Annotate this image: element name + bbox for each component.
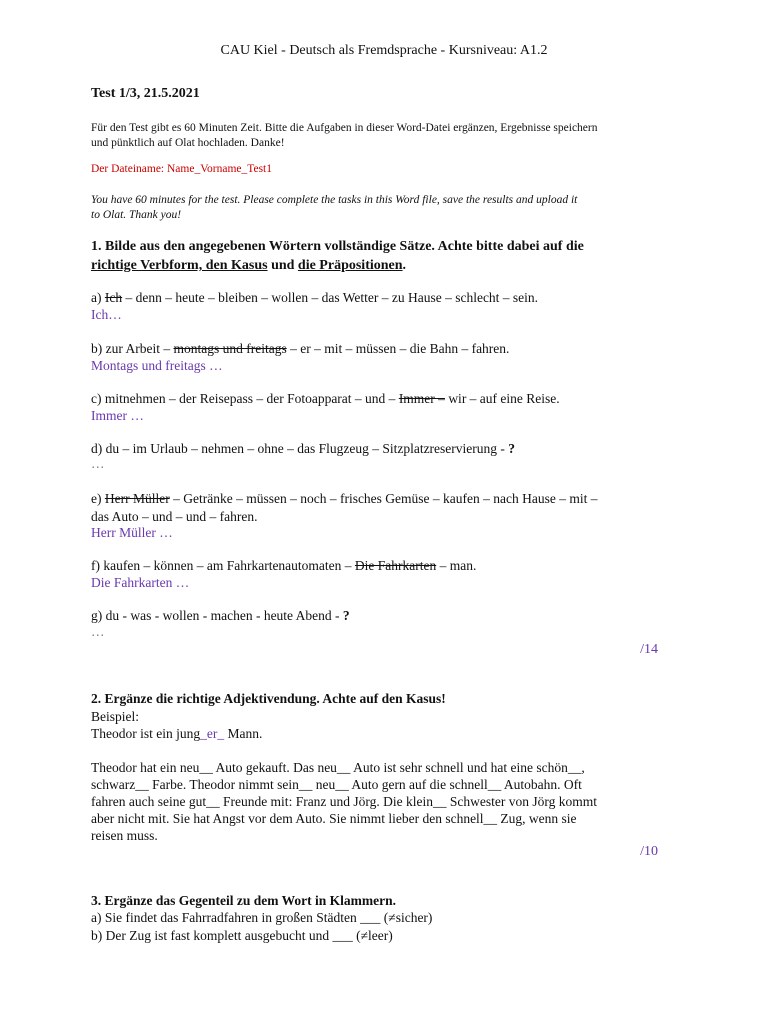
intro-german-line-2: und pünktlich auf Olat hochladen. Danke! (91, 137, 285, 149)
intro-english-line-2: to Olat. Thank you! (91, 209, 182, 221)
item-a-struck-word: Ich (104, 290, 123, 305)
item-f-words: – man. (436, 558, 477, 573)
task1-heading-line-2 (91, 258, 406, 274)
intro-german-line-1: Für den Test gibt es 60 Minuten Zeit. Bitte die Aufgaben in dieser Word-Datei ergänzen, Ergebnisse speichern (91, 122, 598, 134)
task2-paragraph-line-1[interactable]: Theodor hat ein neu__ Auto gekauft. Das neu__ Auto ist sehr schnell und hat eine schön__, (91, 760, 585, 775)
document-header: CAU Kiel - Deutsch als Fremdsprache - Kursniveau: A1.2 (220, 43, 548, 58)
task3-item-b[interactable]: b) Der Zug ist fast komplett ausgebucht und ___ (≠leer) (91, 928, 393, 943)
task1-item-a (91, 290, 538, 306)
item-c-words: wir – auf eine Reise. (444, 391, 560, 406)
example-text-end: Mann. (224, 726, 263, 741)
item-g-question-mark: ? (342, 608, 350, 623)
task1-heading-line-1: 1. Bilde aus den angegebenen Wörtern vollständige Sätze. Achte bitte dabei auf die (91, 239, 584, 254)
task1-item-d (91, 441, 515, 457)
test-title: Test 1/3, 21.5.2021 (91, 86, 200, 101)
task1-answer-d[interactable]: … (91, 456, 105, 471)
task1-item-c (91, 391, 560, 407)
item-f-struck-word: Die Fahrkarten (354, 558, 437, 573)
item-f-prefix: f) kaufen – können – am Fahrkartenautomaten – (91, 558, 355, 573)
task1-heading-and: und (267, 258, 298, 273)
task2-paragraph-line-3[interactable]: fahren auch seine gut__ Freunde mit: Franz und Jörg. Die klein__ Schwester von Jörg kommt (91, 794, 598, 809)
task1-answer-f[interactable]: Die Fahrkarten … (91, 575, 190, 590)
task2-score: /10 (640, 844, 658, 859)
task1-answer-g[interactable]: … (91, 624, 105, 639)
item-a-words: – denn – heute – bleiben – wollen – das Wetter – zu Hause – schlecht – sein. (122, 290, 539, 305)
task1-heading-prepositions: die Präpositionen (297, 258, 403, 273)
item-e-words: – Getränke – müssen – noch – frisches Gemüse – kaufen – nach Hause – mit – (169, 491, 598, 506)
task1-heading-verbform: richtige Verbform, den Kasus (91, 258, 268, 273)
task2-example (91, 726, 262, 742)
filename-note: Der Dateiname: Name_Vorname_Test1 (91, 163, 273, 175)
task2-paragraph-line-2[interactable]: schwarz__ Farbe. Theodor nimmt sein__ neu__ Auto gern auf die schnell__ Autobahn. Oft (91, 777, 582, 792)
item-c-prefix: c) mitnehmen – der Reisepass – der Fotoapparat – und – (91, 391, 399, 406)
task1-answer-a[interactable]: Ich… (91, 307, 122, 322)
item-b-prefix: b) zur Arbeit – (91, 341, 174, 356)
task2-heading: 2. Ergänze die richtige Adjektivendung. Achte auf den Kasus! (91, 691, 446, 706)
item-a-prefix: a) (91, 290, 105, 305)
task3-heading: 3. Ergänze das Gegenteil zu dem Wort in Klammern. (91, 893, 396, 908)
intro-english-line-1: You have 60 minutes for the test. Please complete the tasks in this Word file, save the results and upload it (91, 194, 578, 206)
task1-score: /14 (640, 642, 658, 657)
item-d-prefix: d) du – im Urlaub – nehmen – ohne – das Flugzeug – Sitzplatzreservierung - (91, 441, 509, 456)
example-ending: _er_ (200, 726, 225, 741)
item-e-prefix: e) (91, 491, 105, 506)
task1-answer-e[interactable]: Herr Müller … (91, 525, 173, 540)
task1-item-e-line-2: das Auto – und – und – fahren. (91, 509, 258, 524)
task1-answer-b[interactable]: Montags und freitags … (91, 358, 223, 373)
task1-item-b (91, 341, 509, 357)
task2-example-label: Beispiel: (91, 709, 139, 724)
task1-item-f (91, 558, 476, 574)
item-b-words: – er – mit – müssen – die Bahn – fahren. (286, 341, 510, 356)
task2-paragraph-line-4[interactable]: aber nicht mit. Sie hat Angst vor dem Auto. Sie nimmt lieber den schnell__ Zug, wenn sie (91, 811, 577, 826)
task1-heading-period: . (402, 258, 407, 273)
task1-answer-c[interactable]: Immer … (91, 408, 144, 423)
task3-item-a[interactable]: a) Sie findet das Fahrradfahren in großen Städten ___ (≠sicher) (91, 910, 433, 925)
item-b-struck-word: montags und freitags (173, 341, 287, 356)
item-c-struck-word: Immer – (398, 391, 445, 406)
item-d-question-mark: ? (508, 441, 516, 456)
item-e-struck-word: Herr Müller (104, 491, 170, 506)
task2-paragraph-line-5[interactable]: reisen muss. (91, 828, 158, 843)
task1-item-e (91, 491, 598, 507)
example-text: Theodor ist ein jung (91, 726, 201, 741)
item-g-prefix: g) du - was - wollen - machen - heute Abend - (91, 608, 343, 623)
task1-item-g (91, 608, 350, 624)
